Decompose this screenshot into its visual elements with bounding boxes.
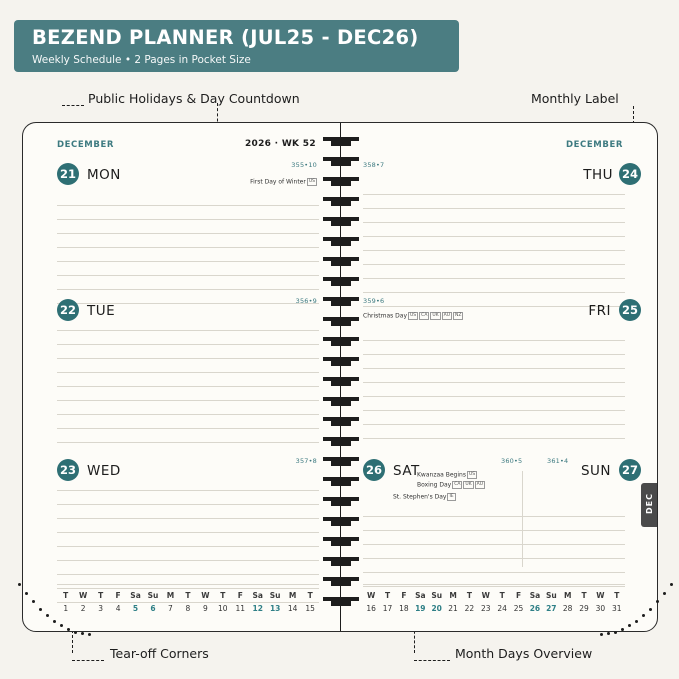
holiday-note: Kwanzaa Begins US — [417, 471, 476, 479]
footer-day-cell: Su — [147, 591, 159, 600]
holiday-note: St. Stephen's Day IE — [393, 493, 454, 501]
footer-day-cell: T — [220, 591, 226, 600]
footer-day-cell: T — [307, 591, 313, 600]
footer-day-cell: 29 — [579, 604, 589, 613]
day-number: 21 — [57, 163, 79, 185]
right-month-label: DECEMBER — [566, 140, 623, 150]
writing-lines[interactable] — [57, 317, 319, 443]
footer-day-cell: 27 — [546, 604, 557, 613]
callout-tear-off-corners: Tear-off Corners — [110, 646, 209, 661]
day-entry-thu[interactable] — [347, 159, 657, 299]
footer-day-cell: Sa — [130, 591, 141, 600]
footer-day-cell: 9 — [202, 604, 208, 613]
day-entry-tue[interactable] — [23, 295, 335, 435]
callout-month-days-overview: Month Days Overview — [455, 646, 593, 661]
footer-day-cell: M — [563, 591, 572, 600]
footer-day-cell: 28 — [562, 604, 573, 613]
footer-day-cell: 22 — [464, 604, 475, 613]
footer-day-cell: 3 — [98, 604, 104, 613]
footer-day-cell: 7 — [168, 604, 173, 613]
day-number: 23 — [57, 459, 79, 481]
footer-day-cell: M — [288, 591, 297, 600]
footer-day-cell: W — [481, 591, 490, 600]
day-number: 25 — [619, 299, 641, 321]
footer-day-cell: 10 — [218, 604, 228, 613]
footer-day-cell: 21 — [448, 604, 458, 613]
tear-off-corner-right[interactable] — [600, 585, 670, 635]
callout-public-holidays: Public Holidays & Day Countdown — [88, 91, 300, 106]
day-name: SAT — [393, 463, 420, 479]
footer-day-cell: Sa — [252, 591, 263, 600]
footer-day-cell: 25 — [513, 604, 524, 613]
footer-day-cell: F — [401, 591, 407, 600]
holiday-note: Christmas Day US CA UK AU NZ — [363, 312, 462, 320]
footer-day-cell: 5 — [132, 604, 139, 613]
month-tab-dec[interactable] — [641, 483, 658, 527]
footer-day-cell: 24 — [497, 604, 507, 613]
leader-line-monthdays — [414, 660, 450, 661]
day-number: 27 — [619, 459, 641, 481]
footer-day-cell: 15 — [305, 604, 315, 613]
day-name: FRI — [588, 303, 611, 319]
month-tab-label: DEC — [645, 493, 654, 514]
footer-day-cell: W — [79, 591, 88, 600]
footer-day-cell: 17 — [382, 604, 393, 613]
holiday-note: First Day of Winter US — [250, 178, 315, 186]
day-number: 24 — [619, 163, 641, 185]
footer-day-cell: T — [499, 591, 505, 600]
footer-day-cell: Su — [545, 591, 557, 600]
footer-day-cell: W — [596, 591, 605, 600]
footer-day-cell: T — [581, 591, 587, 600]
header-banner — [14, 20, 459, 72]
footer-day-cell: 1 — [63, 604, 69, 613]
footer-day-cell: M — [166, 591, 175, 600]
day-countdown: 355•10 — [291, 161, 317, 169]
footer-day-cell: Su — [431, 591, 443, 600]
footer-day-cell: F — [516, 591, 522, 600]
footer-day-cell: M — [449, 591, 457, 600]
day-countdown: 359•6 — [363, 297, 385, 305]
day-name: WED — [87, 463, 121, 479]
day-number: 26 — [363, 459, 385, 481]
day-countdown: 356•9 — [295, 297, 317, 305]
footer-numbers-row — [363, 601, 625, 614]
day-entry-sat-sun[interactable] — [347, 455, 657, 595]
footer-day-cell: T — [185, 591, 191, 600]
footer-day-cell: Sa — [415, 591, 426, 600]
planner-spread — [22, 122, 658, 632]
writing-lines[interactable] — [363, 327, 625, 439]
tear-off-corner-left[interactable] — [18, 585, 88, 635]
holiday-note: Boxing Day CA UK AU — [417, 481, 484, 489]
day-entry-mon[interactable] — [23, 159, 335, 299]
footer-day-cell: 30 — [595, 604, 606, 613]
footer-day-cell: W — [367, 591, 376, 600]
week-label: 2026 · WK 52 — [245, 139, 316, 149]
planner-right-page — [347, 123, 657, 631]
planner-left-page — [23, 123, 335, 631]
day-name: TUE — [87, 303, 116, 319]
leader-line-holidays-left — [62, 105, 84, 106]
footer-day-cell: F — [237, 591, 243, 600]
footer-day-cell: 19 — [415, 604, 426, 613]
footer-day-cell: T — [98, 591, 104, 600]
day-countdown: 360•5 — [501, 457, 523, 465]
footer-letters-row — [57, 585, 319, 601]
writing-lines[interactable] — [363, 181, 625, 307]
day-name: THU — [583, 167, 613, 183]
footer-day-cell: 26 — [529, 604, 541, 613]
footer-day-cell: T — [614, 591, 620, 600]
page-subtitle: Weekly Schedule • 2 Pages in Pocket Size — [32, 54, 251, 66]
day-countdown: 358•7 — [363, 161, 385, 169]
writing-lines[interactable] — [363, 503, 625, 587]
writing-lines[interactable] — [57, 192, 319, 304]
day-name: MON — [87, 167, 121, 183]
footer-day-cell: 20 — [431, 604, 442, 613]
callout-monthly-label: Monthly Label — [531, 91, 619, 106]
footer-day-cell: W — [201, 591, 210, 600]
spiral-binding — [334, 123, 348, 631]
footer-day-cell: 11 — [235, 604, 246, 613]
left-month-label: DECEMBER — [57, 140, 114, 150]
footer-day-cell: 4 — [115, 604, 121, 613]
month-days-overview-right[interactable] — [363, 584, 625, 623]
footer-day-cell: 16 — [366, 604, 376, 613]
page-title: BEZEND PLANNER (JUL25 - DEC26) — [32, 26, 419, 49]
footer-day-cell: T — [385, 591, 391, 600]
footer-letters-row — [363, 585, 625, 601]
footer-numbers-row — [57, 601, 319, 614]
footer-day-cell: 14 — [287, 604, 298, 613]
footer-day-cell: 13 — [269, 604, 281, 613]
day-entry-wed[interactable] — [23, 455, 335, 595]
leader-line-tearoff — [72, 660, 104, 661]
footer-day-cell: 18 — [399, 604, 409, 613]
day-countdown: 357•8 — [295, 457, 317, 465]
footer-day-cell: 6 — [150, 604, 156, 613]
day-number: 22 — [57, 299, 79, 321]
day-entry-fri[interactable] — [347, 295, 657, 435]
footer-day-cell: 31 — [612, 604, 622, 613]
footer-day-cell: T — [466, 591, 472, 600]
day-name: SUN — [580, 463, 611, 479]
day-countdown: 361•4 — [547, 457, 569, 465]
footer-day-cell: Su — [269, 591, 281, 600]
sat-sun-divider — [522, 471, 523, 567]
footer-day-cell: T — [63, 591, 69, 600]
footer-day-cell: 2 — [80, 604, 86, 613]
footer-day-cell: F — [115, 591, 121, 600]
footer-day-cell: 8 — [185, 604, 191, 613]
footer-day-cell: 23 — [481, 604, 491, 613]
footer-day-cell: 12 — [252, 604, 263, 613]
month-days-overview-left[interactable] — [57, 584, 319, 623]
footer-day-cell: Sa — [529, 591, 541, 600]
